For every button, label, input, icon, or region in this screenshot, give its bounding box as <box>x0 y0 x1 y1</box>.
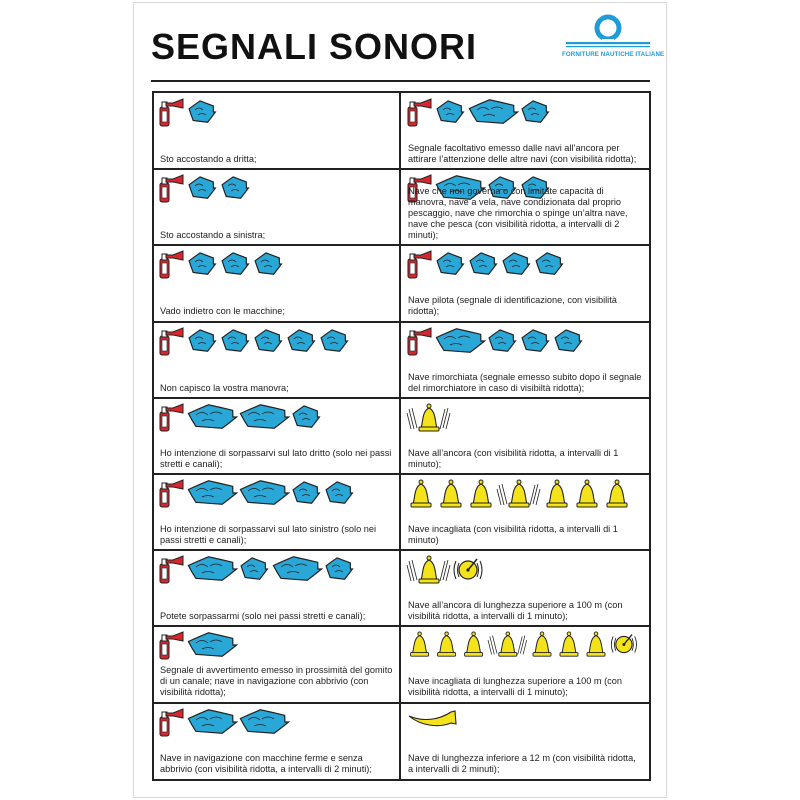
brand-logo <box>562 13 665 73</box>
short-blast-icon <box>255 253 281 274</box>
signal-icons <box>159 174 254 206</box>
short-blast-icon <box>288 329 314 350</box>
column-divider <box>399 93 401 779</box>
signal-cell <box>404 399 645 473</box>
bell-icon <box>438 632 456 656</box>
signal-cell <box>156 704 397 778</box>
short-blast-icon <box>470 253 496 274</box>
long-blast-icon <box>188 709 236 732</box>
gong-icon <box>611 635 636 653</box>
bell-icon <box>441 480 461 507</box>
signal-diagram <box>159 327 353 359</box>
horn-icon <box>408 328 431 355</box>
signal-diagram <box>407 98 554 130</box>
short-blast-icon <box>222 177 248 198</box>
signal-diagram <box>159 479 358 511</box>
ringing-bell-icon <box>407 556 450 583</box>
signal-cell <box>404 170 645 244</box>
signal-icons <box>407 555 487 587</box>
signal-meaning: Nave incagliata di lunghezza superiore a 100 m (con visibilità ridotta, a intervalli di 1 minuto); <box>408 676 622 698</box>
signal-meaning: Sto accostando a sinistra; <box>160 230 266 241</box>
short-blast-icon <box>536 253 562 274</box>
short-blast-icon <box>489 329 515 350</box>
short-blast-icon <box>222 329 248 350</box>
bell-icon <box>577 480 597 507</box>
long-blast-icon <box>273 557 321 580</box>
short-blast-icon <box>293 406 319 427</box>
signal-meaning: Potete sorpassarmi (solo nei passi stretti e canali); <box>160 611 366 622</box>
brand-name: FORNITURE NAUTICHE ITALIANE <box>562 51 665 58</box>
signal-meaning: Sto accostando a dritta; <box>160 154 257 164</box>
horn-icon <box>408 251 431 278</box>
short-blast-icon <box>189 253 215 274</box>
bell-icon <box>533 632 551 656</box>
signal-meaning: Nave pilota (segnale di identificazione, con visibilità ridotta); <box>408 295 617 317</box>
signal-icons <box>407 708 461 740</box>
signal-cell <box>156 475 397 549</box>
signals-table <box>152 91 651 781</box>
horn-icon <box>408 99 431 126</box>
signal-cell <box>156 246 397 320</box>
short-blast-icon <box>437 253 463 274</box>
signal-diagram <box>159 98 221 130</box>
signal-cell <box>404 475 645 549</box>
signal-icons <box>159 403 325 435</box>
long-blast-icon <box>436 328 484 351</box>
signal-cell <box>404 627 645 701</box>
signal-cell <box>156 551 397 625</box>
horn-icon <box>160 556 183 583</box>
signal-meaning: Ho intenzione di sorpassarvi sul lato dritto (solo nei passi stretti e canali); <box>160 447 392 469</box>
bell-icon <box>560 632 578 656</box>
signal-icons <box>159 555 358 587</box>
signal-meaning: Segnale di avvertimento emesso in prossimità del gomito di un canale; nave in navigazione con abbrivio (con visibilità ridotta); <box>160 665 393 698</box>
signal-meaning: Nave che non governa o con limitate capacità di manovra, nave a vela, nave condizionata dal proprio pescaggio, nave che rimorchia o spinge un’altra nave, nave che pesca (con visibilità ridotta, a intervalli di 2 minuti); <box>408 186 628 241</box>
signal-cell <box>404 551 645 625</box>
signal-diagram <box>407 327 587 359</box>
signal-cell <box>404 246 645 320</box>
short-blast-icon <box>255 329 281 350</box>
signal-meaning: Non capisco la vostra manovra; <box>160 382 289 393</box>
ringing-bell-icon <box>488 632 527 656</box>
horn-icon <box>160 99 183 126</box>
signal-icons <box>159 98 221 130</box>
signal-cell <box>156 94 397 168</box>
signal-diagram <box>407 708 461 740</box>
short-blast-icon <box>326 482 352 503</box>
signal-diagram <box>159 555 358 587</box>
signal-cell <box>156 170 397 244</box>
signal-meaning: Nave di lunghezza inferiore a 12 m (con visibilità ridotta, a intervalli di 2 minuti); <box>408 752 636 774</box>
signal-meaning: Vado indietro con le macchine; <box>160 306 285 317</box>
signal-cell <box>156 399 397 473</box>
trumpet-icon <box>409 711 456 726</box>
signal-diagram <box>159 403 325 435</box>
signal-diagram <box>159 174 254 206</box>
signal-icons <box>159 631 240 663</box>
short-blast-icon <box>241 558 267 579</box>
long-blast-icon <box>240 405 288 428</box>
bell-icon <box>547 480 567 507</box>
title-rule <box>151 80 650 82</box>
signal-icons <box>159 708 292 740</box>
gong-icon <box>454 559 482 579</box>
long-blast-icon <box>240 481 288 504</box>
short-blast-icon <box>293 482 319 503</box>
lifebuoy-logo-icon <box>562 13 654 51</box>
long-blast-icon <box>188 405 236 428</box>
horn-icon <box>160 632 183 659</box>
short-blast-icon <box>326 558 352 579</box>
horn-icon <box>160 404 183 431</box>
signal-icons <box>407 479 633 511</box>
signal-meaning: Nave in navigazione con macchine ferme e senza abbrivio (con visibilità ridotta, a intervalli di 2 minuti); <box>160 752 372 774</box>
bell-icon <box>411 480 431 507</box>
signal-meaning: Nave all’ancora (con visibilità ridotta, a intervalli di 1 minuto); <box>408 447 619 469</box>
horn-icon <box>160 175 183 202</box>
signal-cell <box>156 323 397 397</box>
bell-icon <box>607 480 627 507</box>
ringing-bell-icon <box>497 480 540 507</box>
signal-meaning: Nave all’ancora di lunghezza superiore a 100 m (con visibilità ridotta, a intervalli di 1 minuto); <box>408 600 623 622</box>
signal-icons <box>407 631 641 663</box>
short-blast-icon <box>555 329 581 350</box>
short-blast-icon <box>189 329 215 350</box>
signal-cell <box>156 627 397 701</box>
signal-diagram <box>407 479 633 511</box>
long-blast-icon <box>188 481 236 504</box>
bell-icon <box>465 632 483 656</box>
signal-icons <box>407 403 453 435</box>
signal-diagram <box>407 250 568 282</box>
signal-cell <box>404 704 645 778</box>
signal-icons <box>159 250 287 282</box>
signal-diagram <box>159 631 240 663</box>
short-blast-icon <box>222 253 248 274</box>
horn-icon <box>160 251 183 278</box>
signal-diagram <box>407 555 487 587</box>
signal-meaning: Segnale facoltativo emesso dalle navi all’ancora per attirare l’attenzione delle altre navi (con visibilità ridotta); <box>408 143 637 164</box>
short-blast-icon <box>522 101 548 122</box>
short-blast-icon <box>503 253 529 274</box>
signal-meaning: Nave rimorchiata (segnale emesso subito dopo il segnale del rimorchiatore in caso di visibiltà ridotta); <box>408 371 642 393</box>
signal-icons <box>159 327 353 359</box>
signal-diagram <box>407 631 641 663</box>
long-blast-icon <box>188 633 236 656</box>
signal-icons <box>407 250 568 282</box>
short-blast-icon <box>437 101 463 122</box>
signal-poster <box>133 2 667 798</box>
horn-icon <box>160 480 183 507</box>
bell-icon <box>471 480 491 507</box>
signal-diagram <box>407 403 453 435</box>
short-blast-icon <box>189 177 215 198</box>
long-blast-icon <box>469 100 517 123</box>
short-blast-icon <box>321 329 347 350</box>
signal-meaning: Nave incagliata (con visibilità ridotta, a intervalli di 1 minuto) <box>408 524 618 545</box>
long-blast-icon <box>240 709 288 732</box>
short-blast-icon <box>522 329 548 350</box>
horn-icon <box>160 328 183 355</box>
long-blast-icon <box>188 557 236 580</box>
short-blast-icon <box>189 101 215 122</box>
poster-title: SEGNALI SONORI <box>151 26 478 67</box>
signal-cell <box>404 94 645 168</box>
bell-icon <box>587 632 605 656</box>
horn-icon <box>160 709 183 736</box>
bell-icon <box>411 632 429 656</box>
signal-icons <box>407 327 587 359</box>
signal-meaning: Ho intenzione di sorpassarvi sul lato sinistro (solo nei passi stretti e canali); <box>160 524 377 545</box>
signal-diagram <box>159 708 292 740</box>
signal-icons <box>159 479 358 511</box>
signal-icons <box>407 98 554 130</box>
ringing-bell-icon <box>407 404 450 431</box>
signal-cell <box>404 323 645 397</box>
signal-diagram <box>159 250 287 282</box>
